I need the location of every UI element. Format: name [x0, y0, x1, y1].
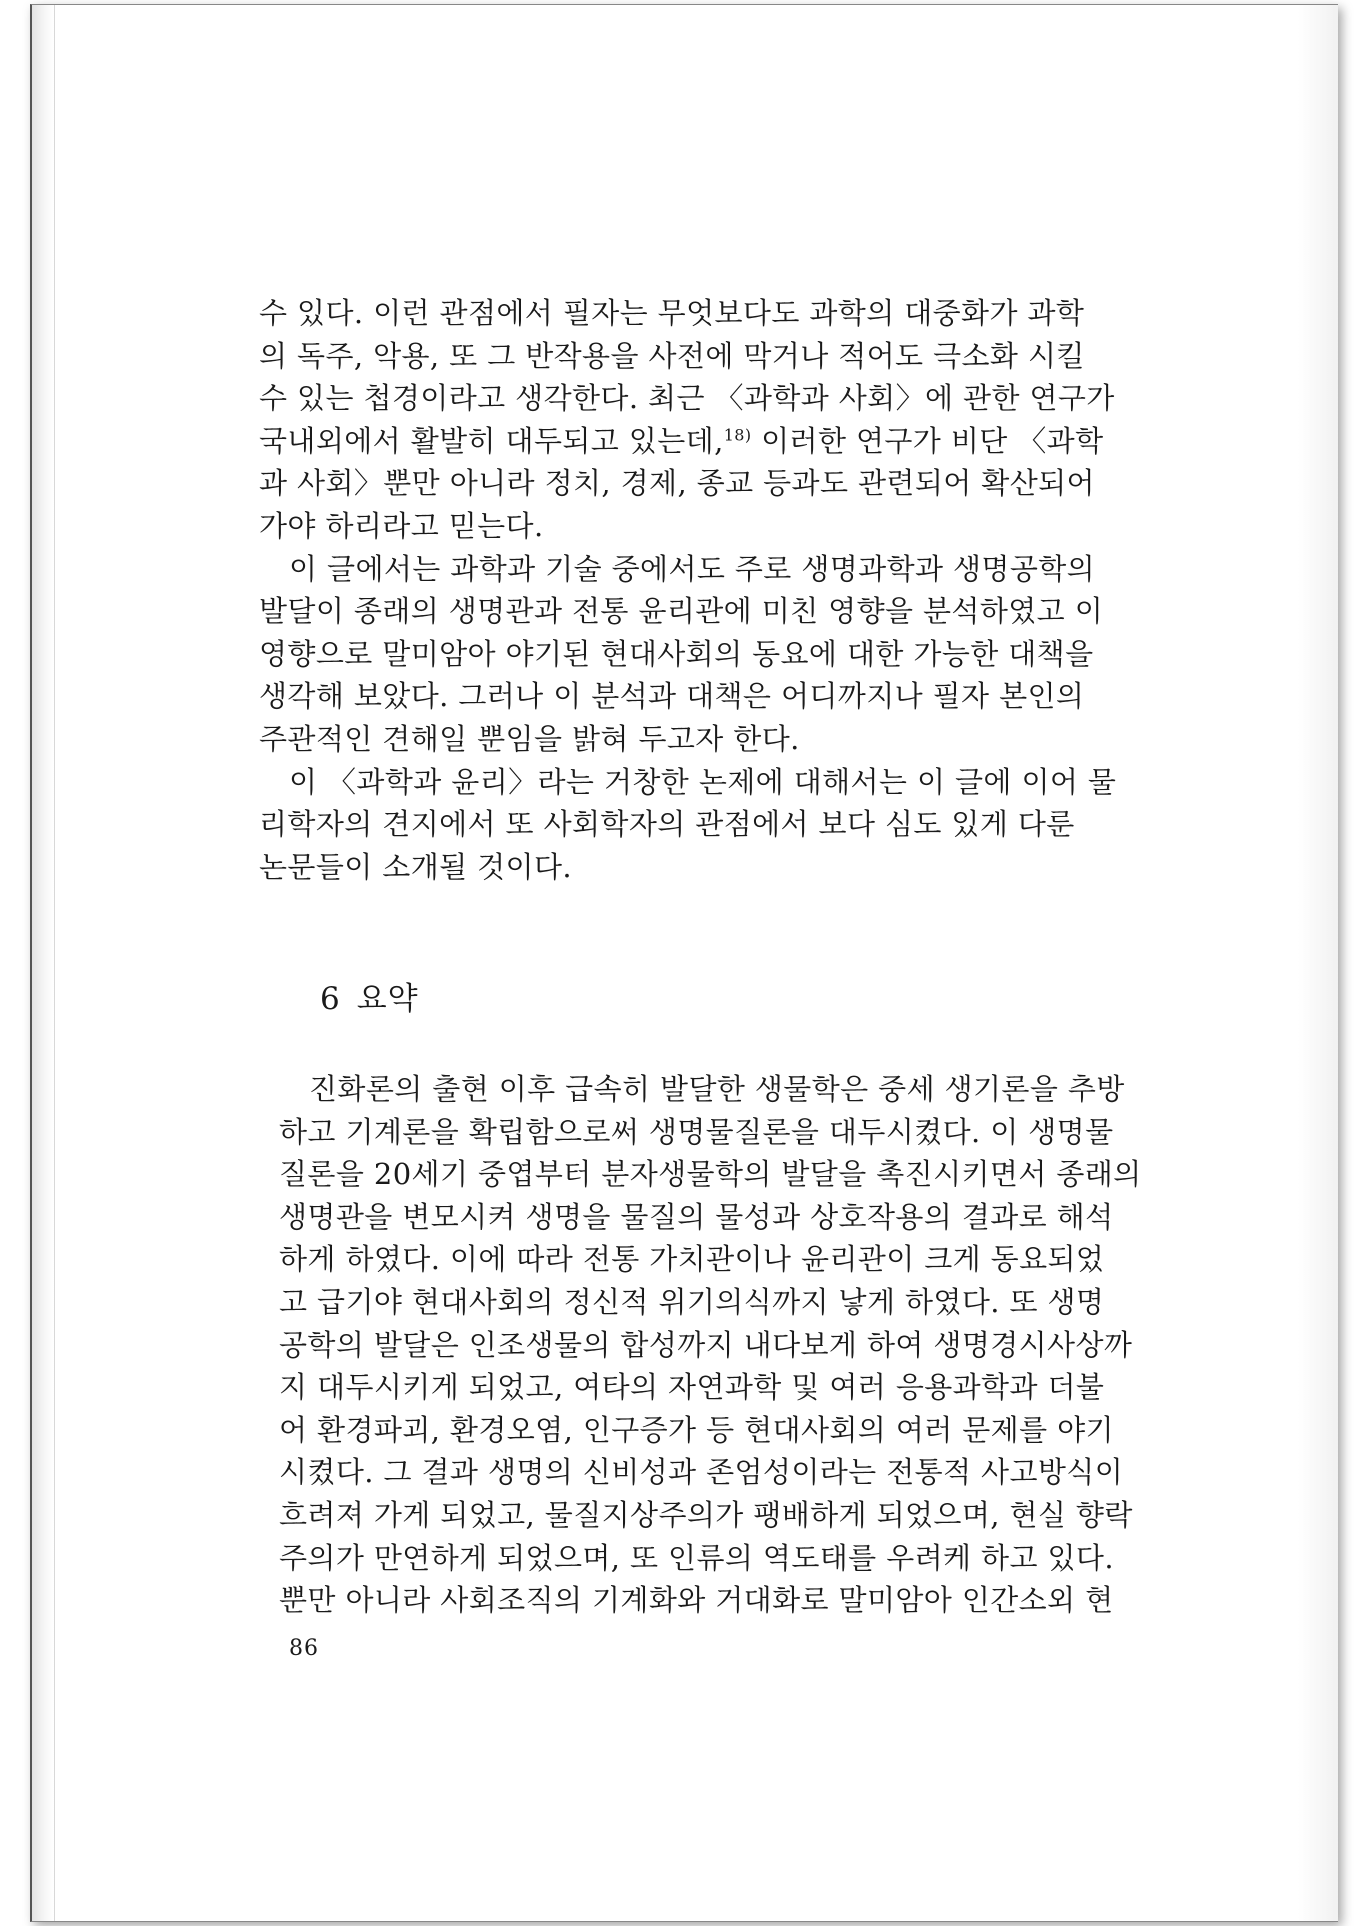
text-line: 진화론의 출현 이후 급속히 발달한 생물학은 중세 생기론을 추방 — [309, 1072, 1125, 1106]
text-line: 시켰다. 그 결과 생명의 신비성과 존엄성이라는 전통적 사고방식이 — [279, 1455, 1124, 1490]
text-line: 하게 하였다. 이에 따라 전통 가치관이나 윤리관이 크게 동요되었 — [279, 1242, 1105, 1277]
text-line: 수 있다. 이런 관점에서 필자는 무엇보다도 과학의 대중화가 과학 — [259, 296, 1085, 330]
text-line: 어 환경파괴, 환경오염, 인구증가 등 현대사회의 여러 문제를 야기 — [279, 1412, 1114, 1447]
section-heading — [320, 973, 419, 1018]
page-number: 86 — [289, 1636, 319, 1661]
text-line: 고 급기야 현대사회의 정신적 위기의식까지 낳게 하였다. 또 생명 — [279, 1284, 1105, 1319]
text-line: 생각해 보았다. 그러나 이 분석과 대책은 어디까지나 필자 본인의 — [259, 679, 1085, 714]
text-line-with-footnote — [259, 420, 1173, 463]
text-line: 과 사회〉뿐만 아니라 정치, 경제, 종교 등과도 관련되어 확산되어 — [259, 466, 1095, 501]
text-segment: 국내외에서 활발히 대두되고 있는데, — [259, 423, 724, 458]
section-number: 6 — [320, 981, 341, 1017]
paragraph-1 — [259, 292, 1173, 548]
text-line: 공학의 발달은 인조생물의 합성까지 내다보게 하여 생명경시사상까 — [279, 1327, 1133, 1362]
text-line: 논문들이 소개될 것이다. — [259, 849, 572, 884]
text-line: 리학자의 견지에서 또 사회학자의 관점에서 보다 심도 있게 다룬 — [259, 807, 1075, 842]
summary-paragraph — [279, 1068, 1173, 1622]
text-line: 발달이 종래의 생명관과 전통 윤리관에 미친 영향을 분석하였고 이 — [259, 594, 1104, 629]
footnote-reference: 18) — [723, 425, 752, 445]
text-line: 질론을 20세기 중엽부터 분자생물학의 발달을 촉진시키면서 종래의 — [279, 1157, 1142, 1192]
summary-text — [279, 1068, 1173, 1622]
text-line: 하고 기계론을 확립함으로써 생명물질론을 대두시켰다. 이 생명물 — [279, 1114, 1114, 1149]
body-text — [259, 292, 1173, 888]
section-title: 요약 — [356, 981, 419, 1017]
text-line: 뿐만 아니라 사회조직의 기계화와 거대화로 말미암아 인간소외 현 — [279, 1583, 1114, 1618]
text-line: 영향으로 말미암아 야기된 현대사회의 동요에 대한 가능한 대책을 — [259, 636, 1094, 671]
text-line: 지 대두시키게 되었고, 여타의 자연과학 및 여러 응용과학과 더불 — [279, 1370, 1105, 1405]
paragraph-3 — [259, 761, 1173, 889]
text-line: 주관적인 견해일 뿐임을 밝혀 두고자 한다. — [259, 721, 800, 756]
text-line: 주의가 만연하게 되었으며, 또 인류의 역도태를 우려케 하고 있다. — [279, 1540, 1114, 1575]
text-segment: 이러한 연구가 비단 〈과학 — [751, 423, 1104, 458]
page-spine-edge — [32, 5, 55, 1921]
text-line: 생명관을 변모시켜 생명을 물질의 물성과 상호작용의 결과로 해석 — [279, 1199, 1114, 1234]
text-line: 의 독주, 악용, 또 그 반작용을 사전에 막거나 적어도 극소화 시킬 — [259, 338, 1085, 373]
text-line: 흐려져 가게 되었고, 물질지상주의가 팽배하게 되었으며, 현실 향락 — [279, 1497, 1133, 1532]
text-line: 수 있는 첩경이라고 생각한다. 최근 〈과학과 사회〉에 관한 연구가 — [259, 381, 1115, 416]
page-right-shadow — [1298, 5, 1338, 1921]
text-line: 이 〈과학과 윤리〉라는 거창한 논제에 대해서는 이 글에 이어 물 — [289, 764, 1117, 799]
text-line: 이 글에서는 과학과 기술 중에서도 주로 생명과학과 생명공학의 — [289, 551, 1096, 586]
text-line: 가야 하리라고 믿는다. — [259, 508, 544, 543]
book-page — [30, 4, 1338, 1922]
paragraph-2 — [259, 548, 1173, 761]
